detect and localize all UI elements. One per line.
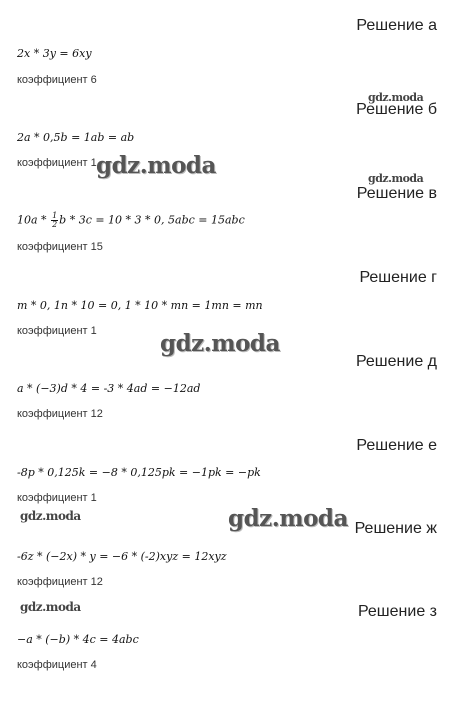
formula-zh: -6z * (−2x) * y = −6 * (-2)xyz = 12xyz [17, 550, 227, 563]
heading-zh: Решение ж [354, 520, 437, 537]
heading-d: Решение д [355, 353, 437, 370]
heading-z: Решение з [357, 603, 437, 620]
formula-z: −a * (−b) * 4c = 4abc [17, 633, 139, 646]
coefficient-d: коэффициент 12 [17, 408, 103, 420]
watermark-small: gdz.moda [368, 172, 424, 185]
fraction-one-half [51, 212, 58, 229]
watermark-small: gdz.moda [368, 91, 424, 104]
heading-e: Решение е [356, 437, 437, 454]
coefficient-g: коэффициент 1 [17, 325, 97, 337]
heading-g: Решение г [359, 269, 437, 286]
watermark-large: gdz.moda [96, 152, 216, 179]
watermark-medium: gdz.moda [20, 509, 81, 523]
heading-a: Решение а [356, 17, 437, 34]
formula-e: -8p * 0,125k = −8 * 0,125pk = −1pk = −pk [17, 466, 261, 479]
fraction-numerator: 1 [52, 211, 58, 220]
fraction-denominator: 2 [52, 220, 58, 229]
heading-v: Решение в [356, 185, 437, 202]
formula-v [17, 212, 245, 229]
coefficient-a: коэффициент 6 [17, 74, 97, 86]
formula-a: 2x * 3y = 6xy [17, 47, 92, 60]
coefficient-v: коэффициент 15 [17, 241, 103, 253]
formula-d: a * (−3)d * 4 = -3 * 4ad = −12ad [17, 382, 201, 395]
coefficient-b: коэффициент 1 [17, 157, 97, 169]
formula-b: 2a * 0,5b = 1ab = ab [17, 131, 135, 144]
coefficient-e: коэффициент 1 [17, 492, 97, 504]
formula-v-part-2: b * 3c = 10 * 3 * 0, 5abc = 15abc [59, 213, 245, 227]
coefficient-z: коэффициент 4 [17, 659, 97, 671]
formula-v-part-1: 10a * [17, 213, 51, 227]
coefficient-zh: коэффициент 12 [17, 576, 103, 588]
watermark-large: gdz.moda [228, 505, 348, 532]
watermark-medium: gdz.moda [20, 600, 81, 614]
formula-g: m * 0, 1n * 10 = 0, 1 * 10 * mn = 1mn = mn [17, 299, 263, 312]
heading-b: Решение б [356, 101, 437, 118]
watermark-large: gdz.moda [160, 330, 280, 357]
